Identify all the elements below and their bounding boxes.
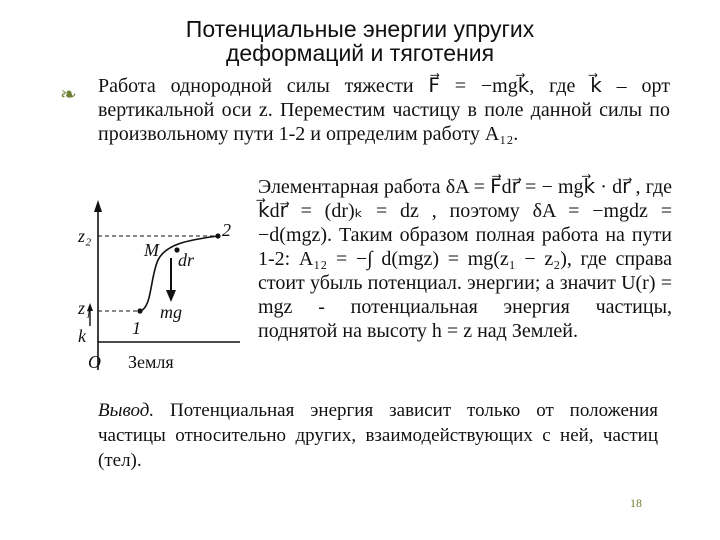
force-arrowhead [166,290,176,302]
label-point-1: 1 [132,318,141,338]
point-1 [137,308,142,313]
label-origin: O [88,352,101,372]
page-number: 18 [630,496,642,510]
label-k: k⃗ [78,326,100,346]
label-point-2: 2 [222,220,231,240]
label-z2: z₂ [78,226,92,246]
label-dr: dr⃗ [178,250,209,270]
label-z1: z₁ [78,298,92,318]
slide-title-line2: деформаций и тяготения [225,40,495,66]
label-ground: Земля [128,352,174,372]
gravity-path-diagram [70,190,250,390]
conclusion-paragraph [98,398,658,473]
label-mg: mg [160,302,182,322]
conclusion-lead: Вывод. [98,400,155,421]
slide-title-line1: Потенциальные энергии упругих [185,16,535,42]
conclusion-text: Потенциальная энергия зависит только от положения частицы относительно других, взаимодействующих с ней, частиц (тел). [98,400,658,471]
intro-paragraph: Работа однородной силы тяжести F⃗ = −mgk⃗, где k⃗ – орт вертикальной оси z. Переместим частицу в поле данной силы по произвольному пути 1-2 и определим работу A₁₂. [98,75,670,145]
point-2 [215,233,220,238]
derivation-paragraph: Элементарная работа δA = F⃗dr⃗ = − mgk⃗ · dr⃗ , где k⃗dr⃗ = (dr)ₖ = dz , поэтому δA = −mgdz = −d(mgz). Таким образом полная работа на пути 1-2: A₁₂ = −∫ d(mgz) = mg(z₁ − z₂), где справа стоит убыль потенциал. энергии; а значит U(r) = mgz - потенциальная энергия частицы, поднятой на высоту h = z над Землей. [258,176,672,342]
z-axis-arrow [94,200,102,212]
fleuron-icon: ❧ [60,82,77,106]
label-point-m: M [144,240,159,260]
